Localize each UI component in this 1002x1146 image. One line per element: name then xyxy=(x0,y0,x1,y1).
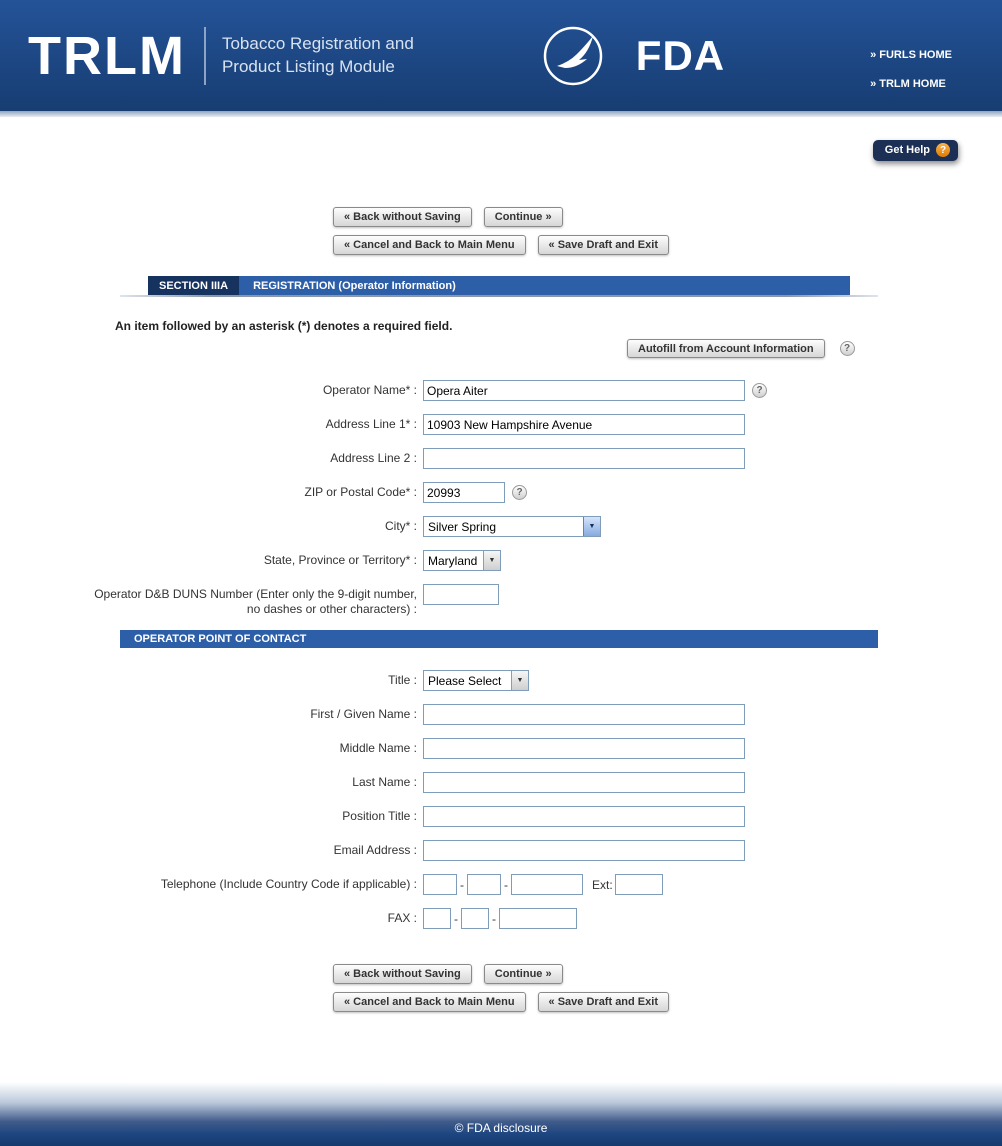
get-help-label: Get Help xyxy=(884,144,930,156)
middle-name-row xyxy=(0,738,1002,759)
hhs-logo-icon xyxy=(542,25,604,87)
footer xyxy=(0,1082,1002,1146)
trlm-home-link[interactable] xyxy=(870,78,952,90)
bottom-nav-buttons xyxy=(333,964,669,1012)
city-label: City* : xyxy=(384,519,417,533)
telephone-separator: - xyxy=(460,877,464,892)
header xyxy=(0,0,1002,111)
cancel-back-main-menu-button[interactable]: « Cancel and Back to Main Menu xyxy=(333,992,526,1012)
operator-contact-section-header: OPERATOR POINT OF CONTACT xyxy=(120,630,878,648)
operator-name-help-icon[interactable]: ? xyxy=(752,383,767,398)
zip-row xyxy=(0,482,1002,503)
title-select[interactable] xyxy=(423,670,529,691)
last-name-label: Last Name : xyxy=(352,775,417,789)
duns-label: Operator D&B DUNS Number (Enter only the 9-digit number, no dashes or other characters) : xyxy=(94,587,417,616)
continue-button[interactable]: Continue » xyxy=(484,964,563,984)
middle-name-label: Middle Name : xyxy=(339,741,417,755)
top-nav-row-1 xyxy=(333,207,669,227)
save-draft-exit-button[interactable]: « Save Draft and Exit xyxy=(538,992,669,1012)
bottom-nav-row-1 xyxy=(333,964,669,984)
app-subtitle xyxy=(222,33,414,79)
chevron-bullet-icon: » xyxy=(870,49,877,61)
contact-form xyxy=(0,670,1002,929)
title-row xyxy=(0,670,1002,691)
telephone-part2-input[interactable] xyxy=(467,874,501,895)
autofill-row xyxy=(627,339,1002,358)
city-select-value: Silver Spring xyxy=(428,519,497,534)
fax-part2-input[interactable] xyxy=(461,908,489,929)
app-subtitle-line2: Product Listing Module xyxy=(221,56,395,76)
email-label: Email Address : xyxy=(333,843,417,857)
app-subtitle-line1: Tobacco Registration and xyxy=(221,33,414,53)
footer-disclosure-link[interactable]: © FDA disclosure xyxy=(454,1121,548,1135)
operator-name-row xyxy=(0,380,1002,401)
back-without-saving-button[interactable]: « Back without Saving xyxy=(333,207,472,227)
logo-divider xyxy=(204,27,206,85)
help-question-icon: ? xyxy=(936,143,950,157)
address-line-2-input[interactable] xyxy=(423,448,745,469)
bottom-nav-row-2 xyxy=(333,992,669,1012)
city-select[interactable] xyxy=(423,516,601,537)
dropdown-arrow-icon: ▼ xyxy=(583,517,600,536)
section-header xyxy=(120,276,878,297)
state-select[interactable] xyxy=(423,550,501,571)
required-field-note: An item followed by an asterisk (*) denotes a required field. xyxy=(115,319,453,333)
furls-home-link[interactable] xyxy=(870,49,952,61)
fax-part3-input[interactable] xyxy=(499,908,577,929)
operator-name-label: Operator Name* : xyxy=(322,383,417,397)
trlm-logo: TRLM xyxy=(28,25,186,86)
dropdown-arrow-icon: ▼ xyxy=(483,551,500,570)
continue-button[interactable]: Continue » xyxy=(484,207,563,227)
telephone-part1-input[interactable] xyxy=(423,874,457,895)
address-line-2-row xyxy=(0,448,1002,469)
autofill-help-icon[interactable]: ? xyxy=(840,341,855,356)
chevron-bullet-icon: » xyxy=(870,78,877,90)
position-title-label: Position Title : xyxy=(342,809,417,823)
address-line-2-label: Address Line 2 : xyxy=(330,451,417,465)
address-line-1-label: Address Line 1* : xyxy=(325,417,417,431)
last-name-input[interactable] xyxy=(423,772,745,793)
telephone-part3-input[interactable] xyxy=(511,874,583,895)
state-label: State, Province or Territory* : xyxy=(263,553,417,567)
fax-row xyxy=(0,908,1002,929)
first-name-row xyxy=(0,704,1002,725)
dropdown-arrow-icon: ▼ xyxy=(511,671,528,690)
duns-row xyxy=(0,584,1002,617)
address-line-1-input[interactable] xyxy=(423,414,745,435)
telephone-label: Telephone (Include Country Code if applicable) : xyxy=(160,877,417,891)
zip-input[interactable] xyxy=(423,482,505,503)
furls-home-label: FURLS HOME xyxy=(879,49,952,61)
section-bar xyxy=(148,276,850,295)
email-row xyxy=(0,840,1002,861)
address-line-1-row xyxy=(0,414,1002,435)
section-tab: SECTION IIIA xyxy=(148,276,239,295)
first-name-input[interactable] xyxy=(423,704,745,725)
header-links xyxy=(870,49,952,90)
state-row xyxy=(0,550,1002,571)
position-title-input[interactable] xyxy=(423,806,745,827)
fda-logo: FDA xyxy=(635,31,726,79)
autofill-account-button[interactable]: Autofill from Account Information xyxy=(627,339,825,358)
last-name-row xyxy=(0,772,1002,793)
top-nav-buttons xyxy=(333,207,669,255)
telephone-row xyxy=(0,874,1002,895)
city-row xyxy=(0,516,1002,537)
operator-form xyxy=(0,380,1002,617)
state-select-value: Maryland xyxy=(428,553,478,568)
title-label: Title : xyxy=(388,673,417,687)
zip-label: ZIP or Postal Code* : xyxy=(304,485,417,499)
title-select-value: Please Select xyxy=(428,673,502,688)
save-draft-exit-button[interactable]: « Save Draft and Exit xyxy=(538,235,669,255)
header-accent-strip xyxy=(0,111,1002,117)
middle-name-input[interactable] xyxy=(423,738,745,759)
section-title: REGISTRATION (Operator Information) xyxy=(253,279,456,292)
fax-separator: - xyxy=(454,911,458,926)
cancel-back-main-menu-button[interactable]: « Cancel and Back to Main Menu xyxy=(333,235,526,255)
fax-label: FAX : xyxy=(387,911,417,925)
section-shadow xyxy=(120,295,878,297)
telephone-ext-input[interactable] xyxy=(615,874,663,895)
fax-part1-input[interactable] xyxy=(423,908,451,929)
position-title-row xyxy=(0,806,1002,827)
first-name-label: First / Given Name : xyxy=(310,707,417,721)
operator-name-input[interactable] xyxy=(423,380,745,401)
telephone-separator: - xyxy=(504,877,508,892)
top-nav-row-2 xyxy=(333,235,669,255)
duns-input[interactable] xyxy=(423,584,499,605)
email-input[interactable] xyxy=(423,840,745,861)
fax-separator: - xyxy=(492,911,496,926)
zip-help-icon[interactable]: ? xyxy=(512,485,527,500)
back-without-saving-button[interactable]: « Back without Saving xyxy=(333,964,472,984)
ext-label: Ext: xyxy=(592,877,613,892)
get-help-button[interactable] xyxy=(873,140,958,161)
trlm-home-label: TRLM HOME xyxy=(879,78,946,90)
